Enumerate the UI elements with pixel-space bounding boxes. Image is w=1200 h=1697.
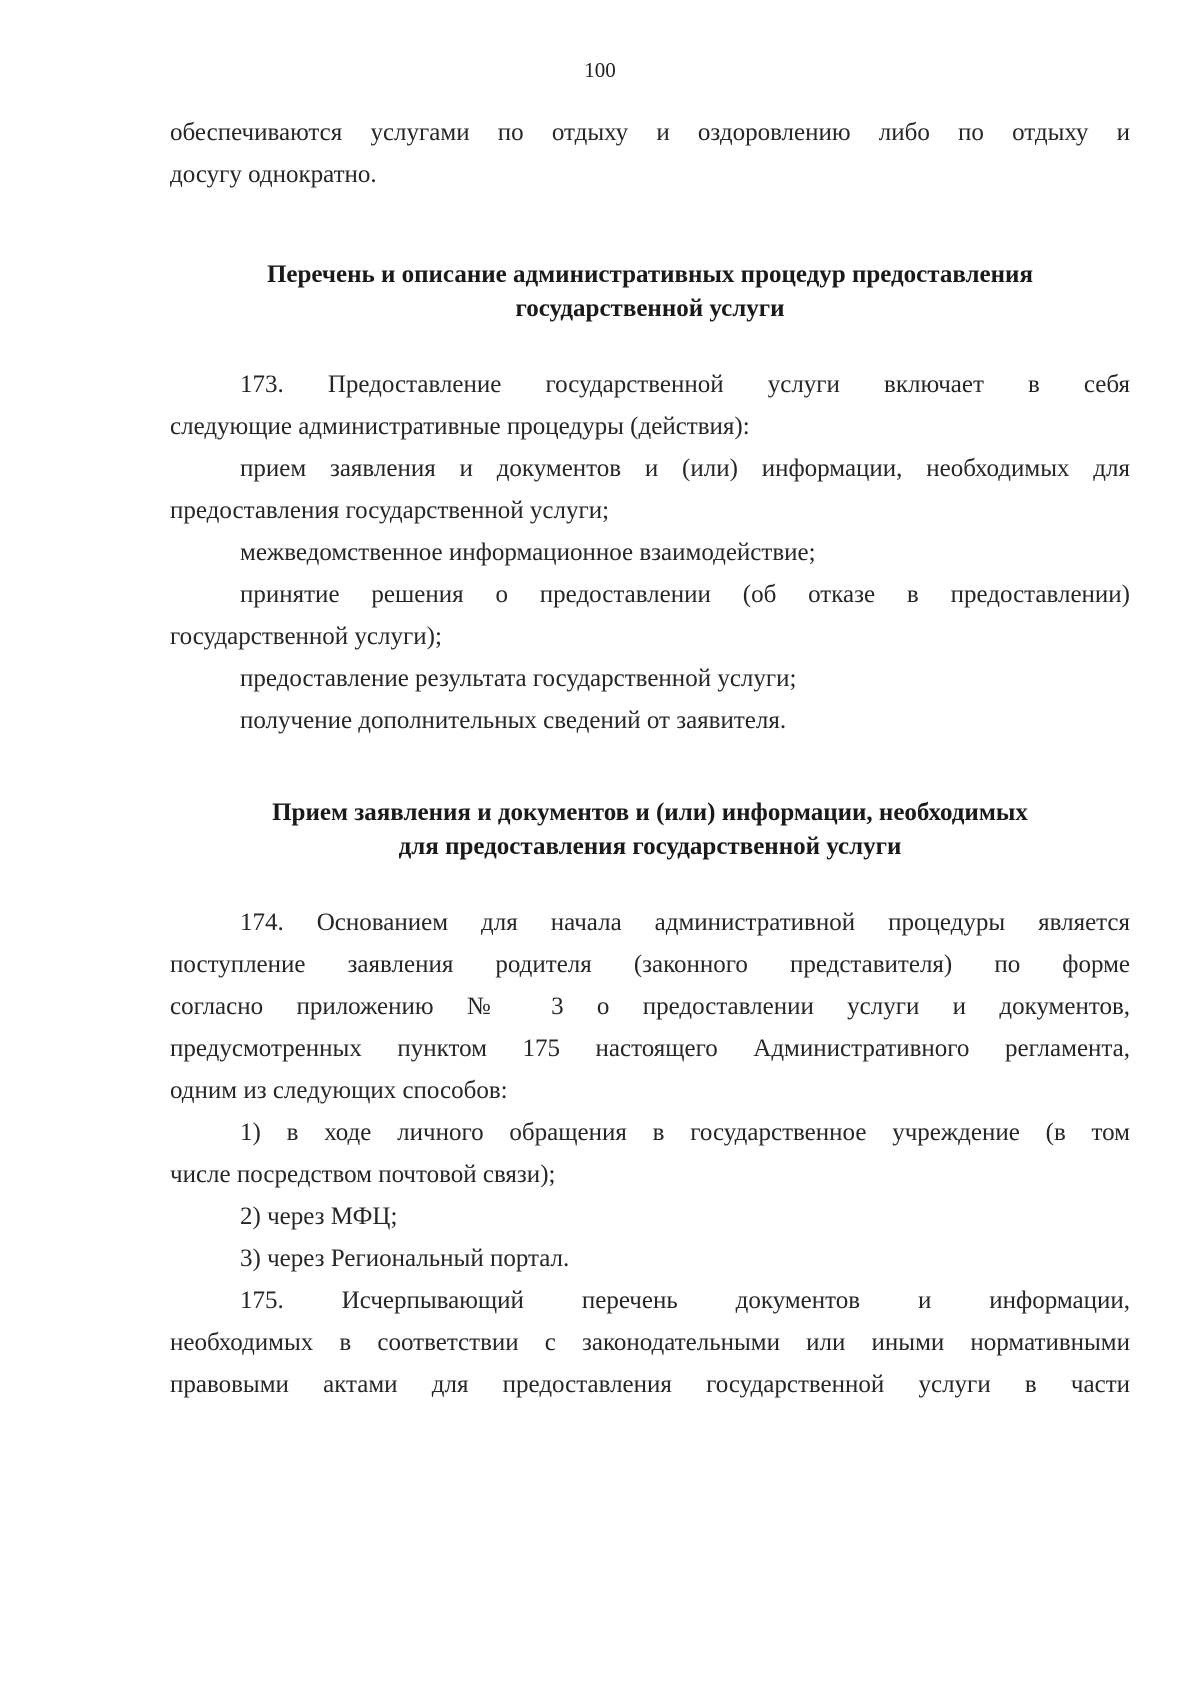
paragraph-174-line-4: предусмотренных пунктом 175 настоящего Административного регламента,: [170, 1035, 1130, 1062]
section-heading-application-intake: [170, 796, 1130, 864]
submission-way-1-line-1: 1) в ходе личного обращения в государственное учреждение (в том: [240, 1119, 1130, 1146]
paragraph-173-line-2: следующие административные процедуры (действия):: [170, 413, 750, 440]
page-number: 100: [584, 58, 616, 82]
submission-way-3: 3) через Региональный портал.: [240, 1245, 570, 1272]
paragraph-173-line-1: 173. Предоставление государственной услуги включает в себя: [240, 371, 1130, 398]
paragraph-175-line-1: 175. Исчерпывающий перечень документов и информации,: [240, 1287, 1130, 1314]
paragraph-175-line-2: необходимых в соответствии с законодательными или иными нормативными: [170, 1329, 1130, 1356]
procedure-item-3-line-2: государственной услуги);: [170, 623, 442, 650]
paragraph-174-line-5: одним из следующих способов:: [170, 1077, 508, 1104]
paragraph-174-line-1: 174. Основанием для начала административной процедуры является: [240, 909, 1130, 936]
paragraph-174-line-3: согласно приложению № 3 о предоставлении услуги и документов,: [170, 993, 1130, 1020]
section-heading-procedures: [170, 258, 1130, 326]
procedure-item-4: предоставление результата государственной услуги;: [240, 665, 797, 692]
paragraph-174-line-2: поступление заявления родителя (законного представителя) по форме: [170, 951, 1130, 978]
intro-line-1: обеспечиваются услугами по отдыху и оздоровлению либо по отдыху и: [170, 119, 1130, 146]
submission-way-2: 2) через МФЦ;: [240, 1203, 398, 1230]
intro-line-2: досугу однократно.: [170, 161, 377, 188]
section-heading-line: государственной услуги: [515, 295, 785, 322]
page-content: [170, 112, 1130, 1406]
section-heading-line: для предоставления государственной услуги: [398, 833, 902, 860]
procedure-item-1-line-1: прием заявления и документов и (или) информации, необходимых для: [240, 455, 1130, 482]
procedure-item-3-line-1: принятие решения о предоставлении (об отказе в предоставлении): [240, 581, 1130, 608]
procedure-item-2: межведомственное информационное взаимодействие;: [240, 539, 816, 566]
paragraph-175-line-3: правовыми актами для предоставления государственной услуги в части: [170, 1371, 1130, 1398]
section-heading-line: Перечень и описание административных процедур предоставления: [266, 261, 1033, 288]
procedure-item-5: получение дополнительных сведений от заявителя.: [240, 707, 787, 734]
procedure-item-1-line-2: предоставления государственной услуги;: [170, 497, 610, 524]
submission-way-1-line-2: числе посредством почтовой связи);: [170, 1161, 556, 1188]
section-heading-line: Прием заявления и документов и (или) информации, необходимых: [272, 799, 1028, 826]
